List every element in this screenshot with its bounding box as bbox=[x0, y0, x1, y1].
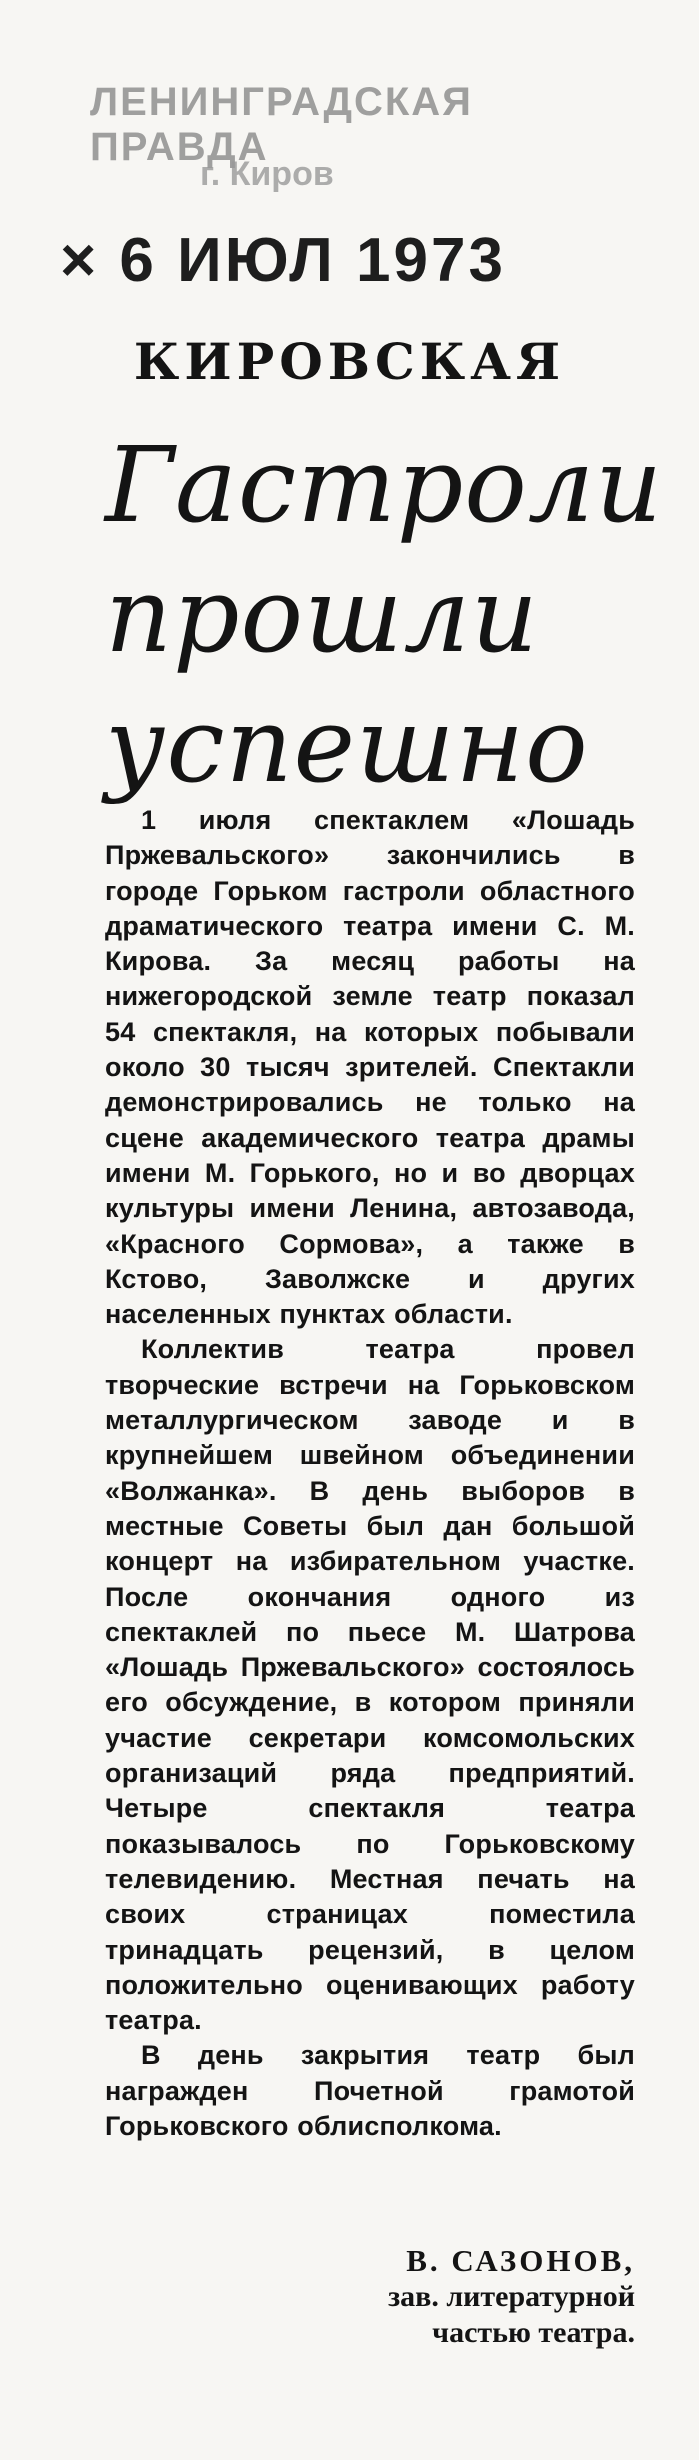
author-position-line-2: частью театра. bbox=[432, 2316, 635, 2349]
headline-line-1: Гастроли bbox=[105, 424, 664, 546]
stamp-city: г. Киров bbox=[200, 155, 334, 193]
headline bbox=[105, 420, 665, 810]
library-stamp bbox=[40, 40, 600, 330]
author-name: В. САЗОНОВ, bbox=[406, 2243, 635, 2278]
author-position-line-1: зав. литературной bbox=[388, 2280, 635, 2313]
author-signature bbox=[105, 2243, 635, 2351]
article-paragraph-1: 1 июля спектаклем «Лошадь Пржевальского» закончились в городе Горьком гастроли областного драматического театра имени С. М. Кирова. За месяц работы на нижегородской земле театр показал 54 спектакля, на которых побывали около 30 тысяч зрителей. Спектакли демонстрировались не только на сцене академического театра драмы имени М. Горького, но и во дворцах культуры имени Ленина, автозавода, «Красного Сормова», а также в Кстово, Заволжске и других населенных пунктах области. bbox=[105, 805, 635, 1330]
article-paragraph-2: Коллектив театра провел творческие встречи на Горьковском металлургическом заводе и в крупнейшем швейном объединении «Волжанка». В день выборов в местные Советы был дан большой концерт на избирательном участке. После окончания одного из спектаклей по пьесе М. Шатрова «Лошадь Пржевальского» состоялось его обсуждение, в котором приняли участие секретари комсомольских организаций ряда предприятий. Четыре спектакля театра показывалось по Горьковскому телевидению. Местная печать на своих страницах поместила тринадцать рецензий, в целом положительно оценивающих работу театра. bbox=[105, 1334, 635, 2036]
stamp-newspaper-name: ЛЕНИНГРАДСКАЯ ПРАВДА bbox=[90, 80, 473, 169]
headline-line-2: прошли bbox=[105, 554, 539, 676]
masthead: КИРОВСКАЯ bbox=[133, 332, 566, 391]
article-body bbox=[105, 803, 635, 2144]
article-paragraph-3: В день закрытия театр был награжден Почетной грамотой Горьковского облисполкома. bbox=[105, 2040, 635, 2141]
stamp-date: × 6 ИЮЛ 1973 bbox=[60, 226, 506, 295]
headline-line-3: успешно bbox=[105, 684, 589, 806]
